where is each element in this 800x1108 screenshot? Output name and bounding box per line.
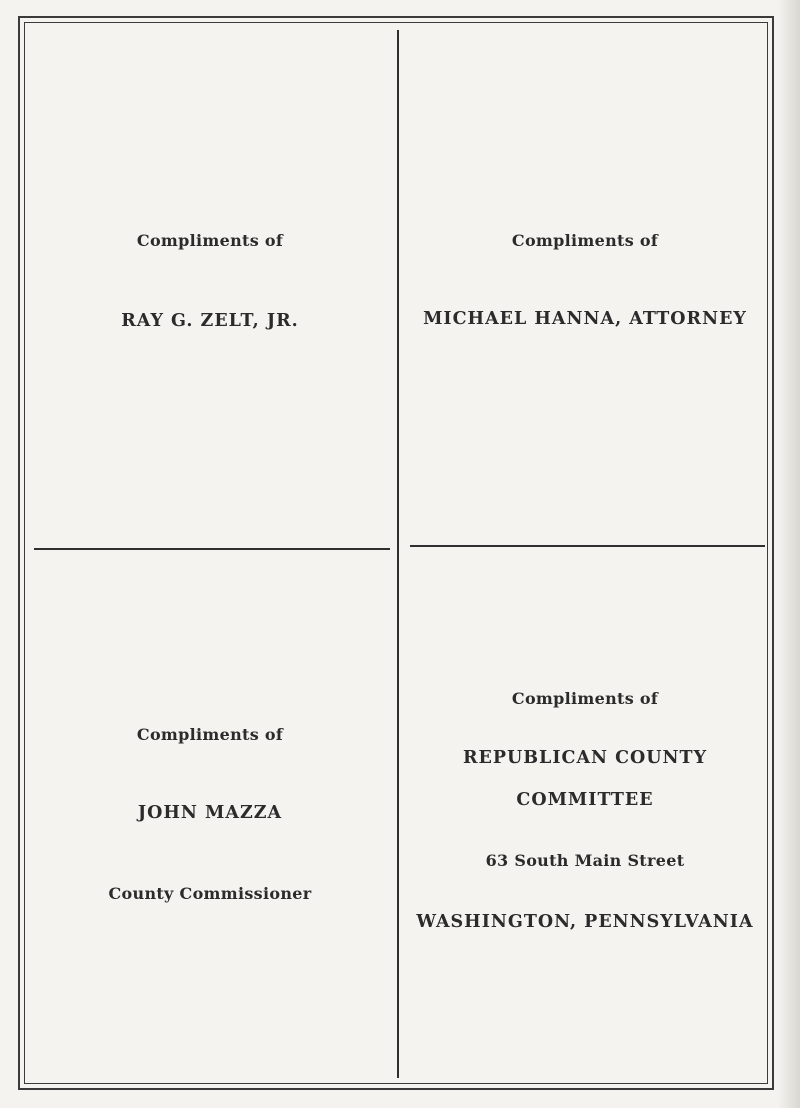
top-right-name: MICHAEL HANNA, ATTORNEY (423, 309, 747, 329)
bottom-right-name-line2: COMMITTEE (516, 790, 654, 810)
bottom-left-title: County Commissioner (108, 884, 312, 903)
bottom-left-name: JOHN MAZZA (137, 803, 283, 823)
bottom-right-name-line1: REPUBLICAN COUNTY (462, 748, 708, 768)
bottom-right-address: 63 South Main Street (485, 851, 685, 870)
top-left-name: RAY G. ZELT, JR. (121, 311, 299, 331)
top-right-compliments: Compliments of (511, 231, 659, 250)
bottom-right-city: WASHINGTON, PENNSYLVANIA (416, 912, 754, 932)
bottom-right-compliments: Compliments of (511, 689, 659, 708)
horizontal-divider-right (410, 545, 765, 547)
page-edge-shadow (778, 0, 800, 1108)
bottom-left-compliments: Compliments of (136, 725, 284, 744)
horizontal-divider-left (34, 548, 390, 550)
vertical-divider (397, 30, 399, 1078)
top-left-compliments: Compliments of (136, 231, 284, 250)
